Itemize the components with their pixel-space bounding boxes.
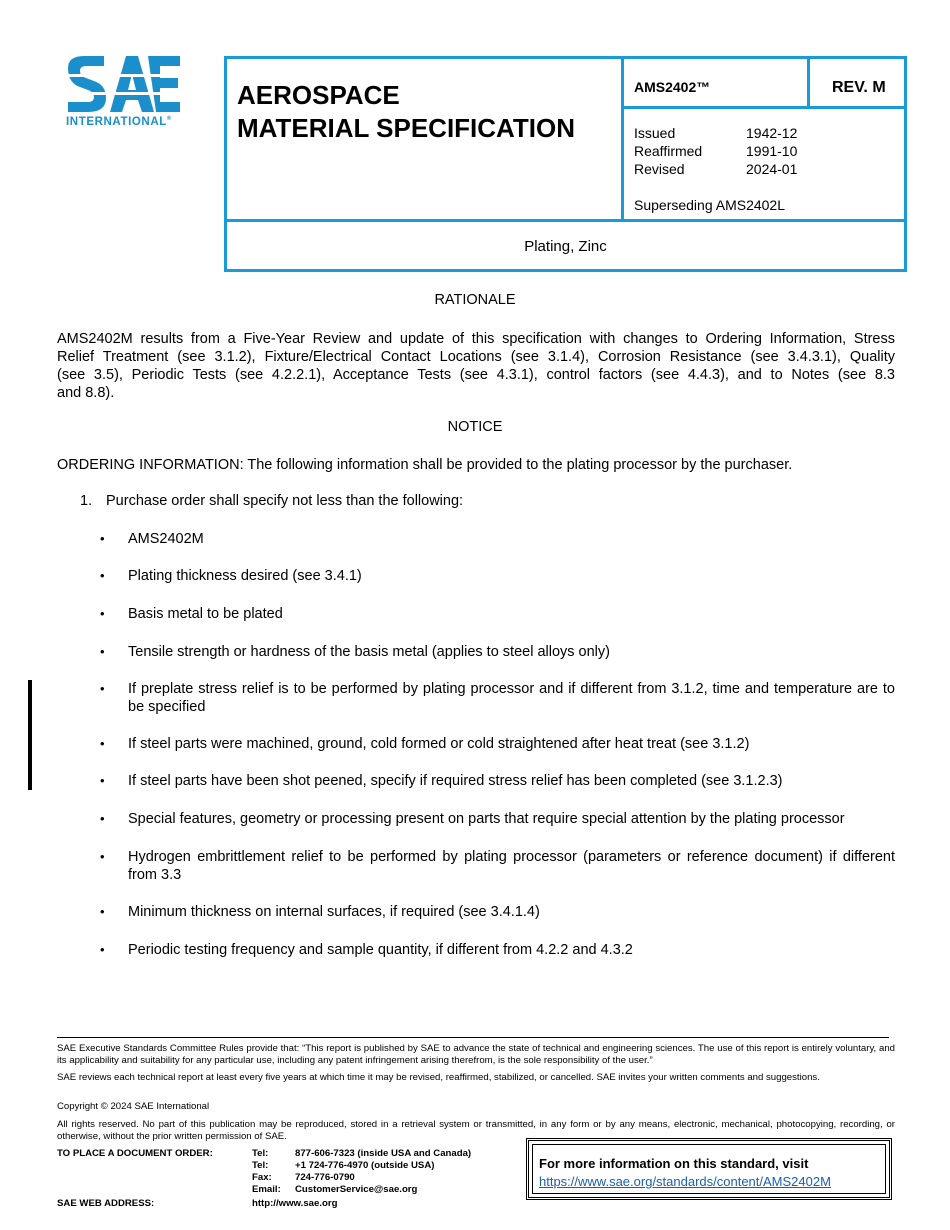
email-link[interactable]: CustomerService@sae.org xyxy=(295,1184,418,1195)
phone-link[interactable]: 877-606-7323 (inside USA and Canada) xyxy=(295,1148,472,1159)
revision: REV. M xyxy=(832,79,886,96)
info-box xyxy=(526,1138,892,1200)
revision-cell xyxy=(810,59,904,109)
standard-link[interactable]: https://www.sae.org/standards/content/AMS2402M xyxy=(539,1174,831,1189)
sae-logo-mark xyxy=(66,54,182,114)
rationale-text: AMS2402M results from a Five-Year Review and update of this specification with changes to Ordering Information, Stress Relief Treatment (see 3.1.2), Fixture/Electrical Contact Locations (see 3.1.4), Corrosion Resistance (see 3.4.3.1), Quality (see 3.5), Periodic Tests (see 4.2.2.1), Acceptance Tests (see 4.3.1), control factors (see 4.4.3), and to Notes (see 8.3 and 8.8). xyxy=(57,331,895,401)
footer-rights: All rights reserved. No part of this publication may be reproduced, stored in a retrieval system or transmitted, in any form or by any means, electronic, mechanical, photocopying, recording, or otherwise, without the prior written permission of SAE. xyxy=(57,1119,895,1142)
superseding: Superseding AMS2402L xyxy=(634,197,785,213)
logo-subtitle: INTERNATIONAL® xyxy=(66,116,172,128)
footer-review-text: SAE reviews each technical report at least every five years at which time it may be revised, reaffirmed, stabilized, or cancelled. SAE invites your written comments and suggestions. xyxy=(57,1072,820,1083)
ordering-information: ORDERING INFORMATION: The following information shall be provided to the plating processor by the purchaser. xyxy=(57,457,793,473)
doc-number: AMS2402™ xyxy=(634,79,711,95)
change-bar xyxy=(28,680,32,790)
sae-logo xyxy=(66,54,190,128)
footer-copyright: Copyright © 2024 SAE International xyxy=(57,1101,210,1112)
info-title: For more information on this standard, visit xyxy=(539,1156,809,1171)
document-type-title: AEROSPACE MATERIAL SPECIFICATION xyxy=(237,80,575,143)
web-label: SAE WEB ADDRESS: xyxy=(57,1198,155,1209)
footer-rule xyxy=(57,1037,889,1038)
dates-cell xyxy=(624,109,904,219)
rationale-heading: RATIONALE xyxy=(434,292,516,308)
phone-link[interactable]: +1 724-776-4970 (outside USA) xyxy=(295,1160,435,1171)
date-reaffirmed: Reaffirmed 1991-10 xyxy=(634,143,798,159)
subject: Plating, Zinc xyxy=(524,238,607,255)
list-item-1: 1. Purchase order shall specify not less than the following: xyxy=(80,493,464,509)
order-label: TO PLACE A DOCUMENT ORDER: xyxy=(57,1148,213,1159)
doc-number-cell xyxy=(624,59,810,109)
notice-heading: NOTICE xyxy=(447,419,503,435)
fax-number: 724-776-0790 xyxy=(295,1172,355,1183)
date-revised: Revised 2024-01 xyxy=(634,161,798,177)
date-issued: Issued 1942-12 xyxy=(634,125,798,141)
header-title-cell xyxy=(227,59,624,219)
spec-header xyxy=(224,56,907,272)
footer-rules-text: SAE Executive Standards Committee Rules provide that: “This report is published by SAE to advance the state of technical and engineering sciences. The use of this report is entirely voluntary, and its applicability and suitability for any particular use, including any patent infringement arising therefrom, is the sole responsibility of the user.” xyxy=(57,1043,895,1066)
subject-cell xyxy=(227,219,904,269)
contact-list: Tel: 877-606-7323 (inside USA and Canada) Tel: +1 724-776-4970 (outside USA) Fax: 724-776-0790 Email: CustomerService@sae.org xyxy=(252,1148,472,1195)
web-link[interactable]: http://www.sae.org xyxy=(252,1198,338,1209)
